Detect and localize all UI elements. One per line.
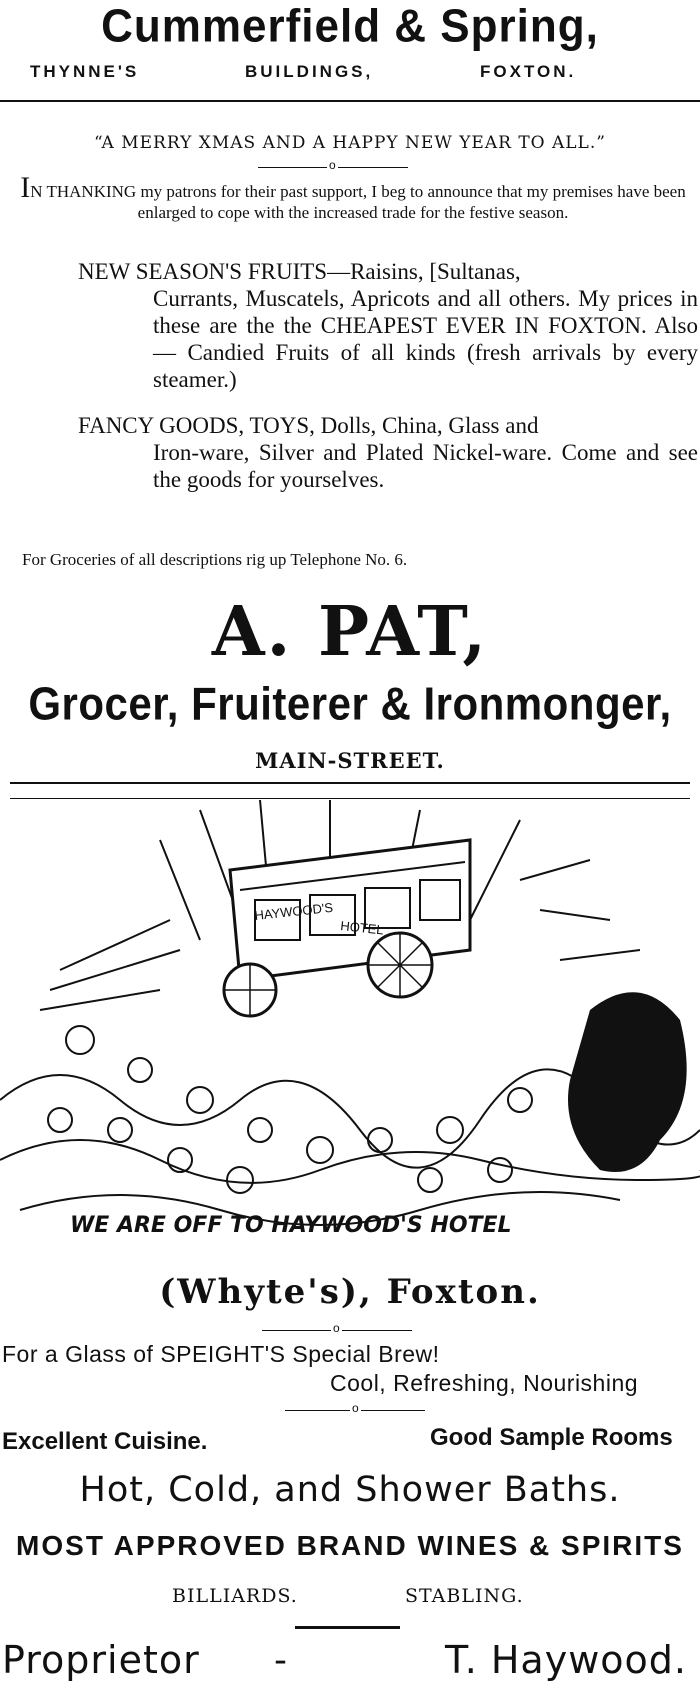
drop-cap: I	[20, 171, 31, 204]
wines-feature: MOST APPROVED BRAND WINES & SPIRITS	[16, 1530, 684, 1561]
baths-feature: Hot, Cold, and Shower Baths.	[79, 1470, 621, 1510]
coach-illustration	[0, 800, 700, 1240]
proprietor-label: Proprietor	[2, 1638, 200, 1682]
stabling-feature: STABLING.	[405, 1585, 524, 1607]
cuisine-feature: Excellent Cuisine.	[2, 1428, 208, 1455]
fruits-detail: Currants, Muscatels, Apricots and all others. My prices in these are the the CHEAPEST EVER IN FOXTON. Also — Candied Fruits of all kinds (fresh arrivals by every steamer.)	[153, 286, 698, 392]
divider	[0, 100, 700, 102]
address-part: THYNNE'S	[30, 62, 140, 81]
fancy-goods-detail: Iron-ware, Silver and Plated Nickel-ware. Come and see the goods for yourselves.	[153, 440, 698, 492]
business-street: MAIN-STREET.	[255, 748, 445, 773]
divider	[10, 782, 690, 784]
separator-mark: o	[352, 1401, 359, 1415]
address-part: FOXTON.	[480, 62, 577, 81]
fancy-goods-lead: FANCY GOODS, TOYS, Dolls, China, Glass and	[78, 413, 539, 438]
coach-sign-2: HOTEL	[339, 918, 385, 938]
intro-paragraph	[8, 171, 698, 223]
billiards-feature: BILLIARDS.	[172, 1585, 298, 1607]
xmas-greeting: “A MERRY XMAS AND A HAPPY NEW YEAR TO ALL.”	[94, 133, 606, 153]
divider	[10, 798, 690, 799]
divider	[295, 1626, 400, 1629]
illustration-caption: WE ARE OFF TO HAYWOOD'S HOTEL	[70, 1213, 512, 1238]
speights-line: For a Glass of SPEIGHT'S Special Brew!	[2, 1341, 440, 1367]
fruits-item	[78, 258, 698, 393]
proprietor-name: T. Haywood.	[445, 1638, 687, 1682]
hotel-name: (Whyte's), Foxton.	[159, 1272, 541, 1312]
intro-text: N THANKING my patrons for their past support, I beg to announce that my premises have been enlarged to cope with the increased trade for the festive season.	[30, 182, 686, 222]
separator-mark: o	[329, 158, 336, 172]
fruits-lead: NEW SEASON'S FRUITS—Raisins, [Sultanas,	[78, 259, 521, 284]
firm-name: Cummerfield & Spring,	[101, 0, 599, 53]
fancy-goods-item	[78, 412, 698, 493]
coach-sign-1: HAYWOOD'S	[253, 899, 334, 923]
firm-address	[0, 62, 700, 86]
proprietor-dash: -	[274, 1640, 287, 1681]
business-name: A. PAT,	[211, 592, 489, 672]
telephone-note: For Groceries of all descriptions rig up Telephone No. 6.	[22, 550, 408, 569]
speights-tagline: Cool, Refreshing, Nourishing	[330, 1370, 639, 1396]
business-trade: Grocer, Fruiterer & Ironmonger,	[28, 677, 672, 730]
sample-rooms-feature: Good Sample Rooms	[430, 1424, 673, 1451]
separator-mark: o	[333, 1321, 340, 1335]
address-part: BUILDINGS,	[245, 62, 374, 81]
